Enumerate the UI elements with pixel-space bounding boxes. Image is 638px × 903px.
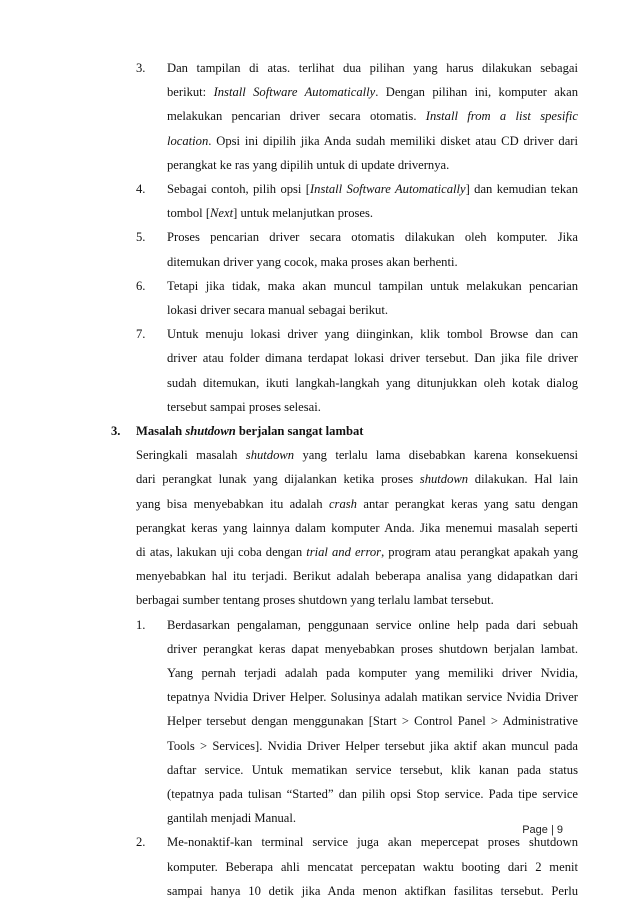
paragraph-line: dari perangkat lunak yang dijalankan ketika proses shutdown dilakukan. Hal lain: [136, 472, 578, 487]
list-item-line: melakukan pencarian driver secara otomatis. Install from a list spesific: [167, 109, 578, 124]
list-item-line: daftar service. Untuk mematikan service tersebut, klik kanan pada status: [167, 762, 578, 777]
list-item-number: 1.: [136, 617, 146, 632]
list-item-line: Yang pernah terjadi adalah pada komputer yang memiliki driver Nvidia,: [167, 666, 578, 680]
section-number: 3.: [111, 424, 121, 438]
list-item-line: Untuk menuju lokasi driver yang diinginkan, klik tombol Browse dan can: [167, 327, 578, 342]
list-item-line: tepatnya Nvidia Driver Helper. Solusinya adalah matikan service Nvidia Driver: [167, 690, 578, 705]
list-item-number: 6.: [136, 278, 146, 293]
paragraph-line: menyebabkan hal itu terjadi. Berikut adalah beberapa analisa yang didapatkan dari: [136, 569, 578, 584]
list-item-number: 3.: [136, 61, 146, 75]
paragraph-line: yang bisa menyebabkan itu adalah crash antar perangkat keras yang satu dengan: [136, 496, 578, 511]
list-item-line: komputer. Beberapa ahli mencatat percepatan waktu booting dari 2 menit: [167, 859, 578, 874]
list-item-line: tersebut sampai proses selesai.: [167, 399, 321, 414]
list-item-line: perangkat ke ras yang dipilih untuk di update drivernya.: [167, 157, 450, 172]
list-item-line: Dan tampilan di atas. terlihat dua pilihan yang harus dilakukan sebagai: [167, 61, 578, 75]
list-item-number: 4.: [136, 182, 146, 196]
list-item-line: sampai hanya 10 detik jika Anda menon aktifkan fasilitas tersebut. Perlu: [167, 883, 578, 898]
list-item-line: ditemukan driver yang cocok, maka proses akan berhenti.: [167, 254, 458, 269]
list-item-line: driver perangkat keras dapat menyebabkan proses shutdown berjalan lambat.: [167, 641, 578, 656]
list-item-line: berikut: Install Software Automatically. Dengan pilihan ini, komputer akan: [167, 85, 578, 100]
section-heading: Masalah shutdown berjalan sangat lambat: [136, 424, 364, 438]
list-item-line: location. Opsi ini dipilih jika Anda sudah memiliki disket atau CD driver dari: [167, 133, 578, 148]
list-item-number: 5.: [136, 230, 146, 245]
list-item-line: (tepatnya pada tulisan “Started” dan pilih opsi Stop service. Pada tipe service: [167, 787, 578, 801]
list-item-line: Sebagai contoh, pilih opsi [Install Software Automatically] dan kemudian tekan: [167, 182, 578, 196]
list-item-line: Helper tersebut dengan menggunakan [Start > Control Panel > Administrative: [167, 714, 578, 729]
list-item-line: Proses pencarian driver secara otomatis dilakukan oleh komputer. Jika: [167, 230, 578, 245]
list-item-line: gantilah menjadi Manual.: [167, 811, 297, 826]
paragraph-line: di atas, lakukan uji coba dengan trial and error, program atau perangkat apakah yang: [136, 545, 578, 559]
list-item-line: Berdasarkan pengalaman, penggunaan service online help pada dari sebuah: [167, 617, 578, 632]
list-item-line: lokasi driver secara manual sebagai berikut.: [167, 303, 388, 317]
page-number-footer: Page | 9: [522, 824, 563, 836]
paragraph-line: Seringkali masalah shutdown yang terlalu lama disebabkan karena konsekuensi: [136, 448, 578, 463]
list-item-line: sudah ditemukan, ikuti langkah-langkah yang ditunjukkan oleh kotak dialog: [167, 375, 578, 390]
paragraph-line: perangkat keras yang lainnya dalam komputer Anda. Jika menemui masalah seperti: [136, 520, 578, 535]
list-item-number: 7.: [136, 327, 146, 342]
list-item-line: Tools > Services]. Nvidia Driver Helper tersebut jika aktif akan muncul pada: [167, 738, 578, 753]
list-item-line: tombol [Next] untuk melanjutkan proses.: [167, 206, 374, 221]
list-item-line: Tetapi jika tidak, maka akan muncul tampilan untuk melakukan pencarian: [167, 278, 578, 293]
paragraph-line: berbagai sumber tentang proses shutdown yang terlalu lambat tersebut.: [136, 593, 494, 608]
list-item-line: driver atau folder dimana terdapat lokasi driver tersebut. Dan jika file driver: [167, 351, 578, 366]
list-item-line: Me-nonaktif-kan terminal service juga akan mepercepat proses shutdown: [167, 835, 578, 850]
list-item-number: 2.: [136, 835, 146, 850]
